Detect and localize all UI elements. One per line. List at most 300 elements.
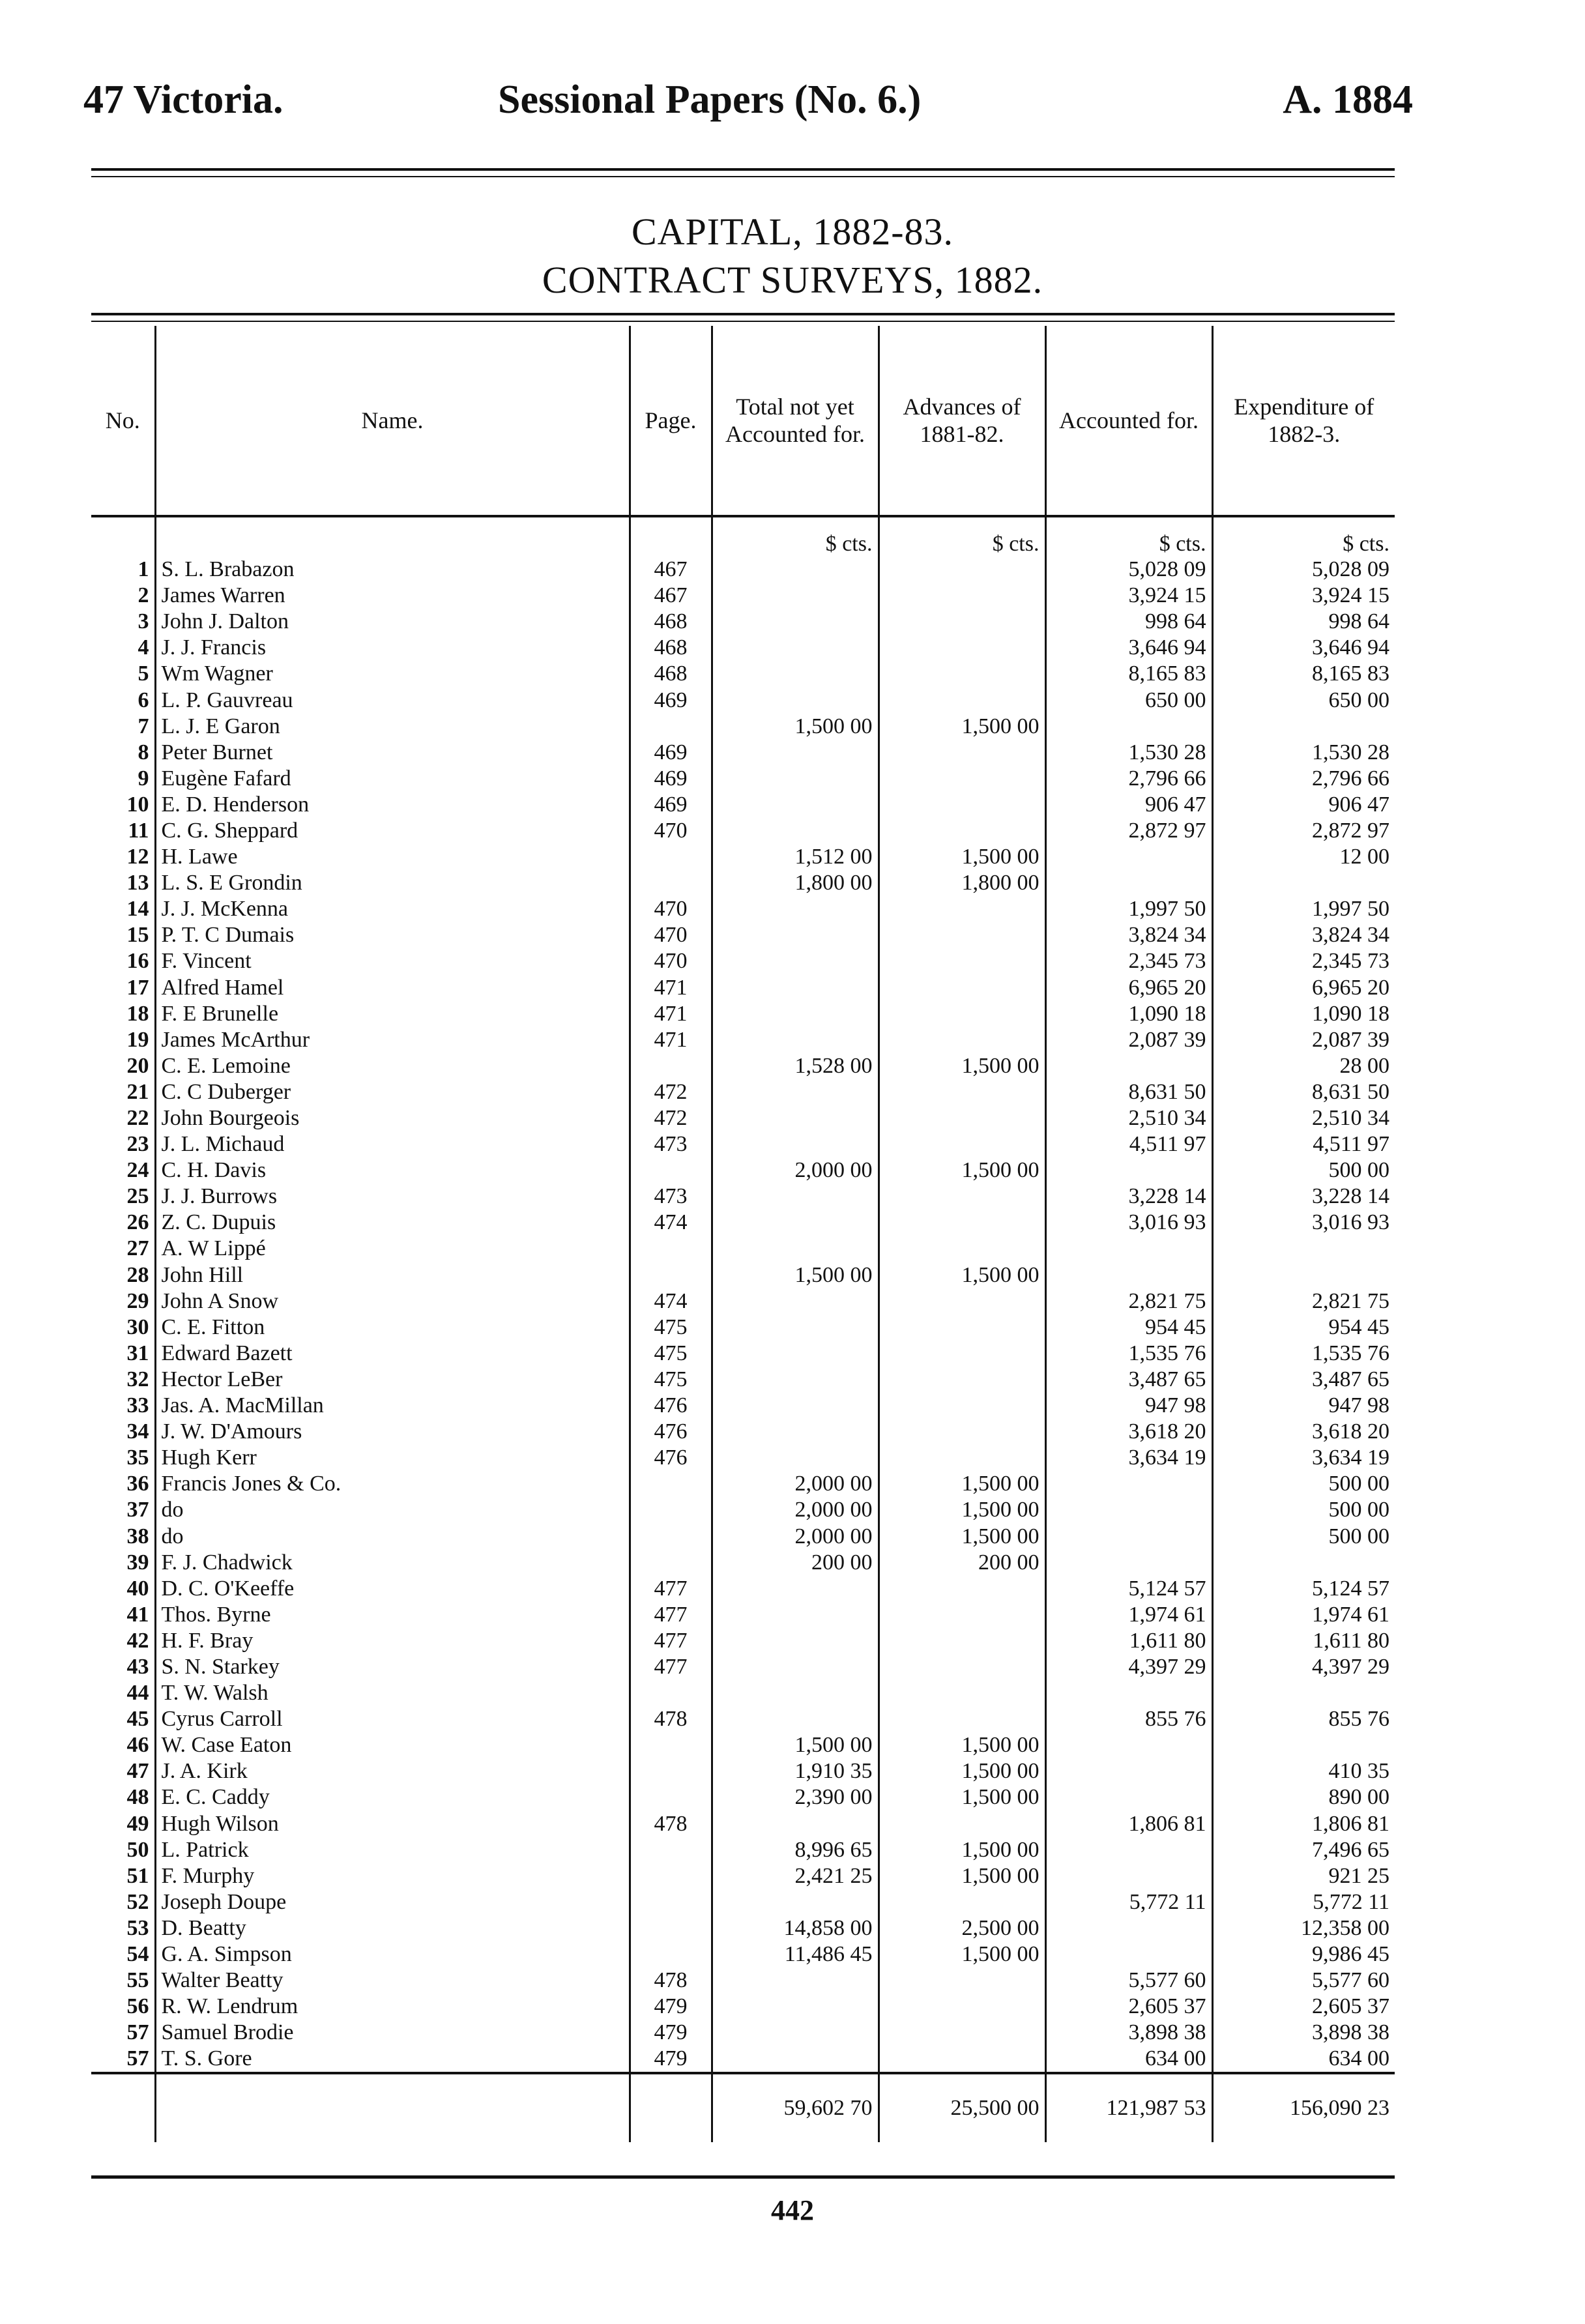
cell-total	[712, 1393, 879, 1419]
cell-advances	[879, 1445, 1045, 1471]
cell-page: 469	[630, 740, 712, 766]
cell-expenditure: 921 25	[1212, 1863, 1395, 1889]
table-row	[91, 1288, 1395, 1315]
cell-total: 1,528 00	[712, 1053, 879, 1079]
cell-advances: 1,500 00	[879, 1863, 1045, 1889]
cell-page	[630, 1262, 712, 1288]
cell-no: 21	[126, 1079, 149, 1104]
cell-accounted	[1045, 1523, 1212, 1549]
cell-advances: 1,500 00	[879, 1157, 1045, 1184]
cell-total: 1,512 00	[712, 844, 879, 870]
cell-name: John J. Dalton	[155, 609, 630, 635]
table-row	[91, 1968, 1395, 1994]
cell-advances: 1,500 00	[879, 714, 1045, 740]
cell-accounted: 1,530 28	[1045, 740, 1212, 766]
table-row	[91, 1811, 1395, 1837]
cell-total: 2,000 00	[712, 1157, 879, 1184]
units-advances: $ cts.	[879, 516, 1045, 557]
cell-accounted: 2,087 39	[1045, 1027, 1212, 1053]
cell-page	[630, 1889, 712, 1915]
table-rule-top	[91, 313, 1395, 315]
cell-accounted: 3,824 34	[1045, 922, 1212, 948]
cell-expenditure: 3,898 38	[1212, 2020, 1395, 2046]
cell-accounted: 3,016 93	[1045, 1210, 1212, 1236]
cell-expenditure: 1,090 18	[1212, 1001, 1395, 1027]
cell-total	[712, 2020, 879, 2046]
cell-expenditure: 28 00	[1212, 1053, 1395, 1079]
cell-no: 3	[138, 609, 149, 634]
table-row	[91, 1523, 1395, 1549]
cell-accounted: 3,618 20	[1045, 1419, 1212, 1445]
cell-advances	[879, 766, 1045, 792]
cell-name: Joseph Doupe	[155, 1889, 630, 1915]
cell-name: L. P. Gauvreau	[155, 687, 630, 713]
table-row	[91, 1863, 1395, 1889]
cell-total: 2,421 25	[712, 1863, 879, 1889]
cell-expenditure: 6,965 20	[1212, 975, 1395, 1001]
cell-expenditure: 855 76	[1212, 1706, 1395, 1732]
cell-name: R. W. Lendrum	[155, 1994, 630, 2020]
cell-accounted	[1045, 844, 1212, 870]
cell-advances	[879, 583, 1045, 609]
cell-no: 1	[138, 557, 149, 582]
cell-expenditure: 1,530 28	[1212, 740, 1395, 766]
table-row	[91, 1837, 1395, 1863]
cell-page: 478	[630, 1968, 712, 1994]
cell-name: A. W Lippé	[155, 1236, 630, 1262]
table-row	[91, 1027, 1395, 1053]
cell-total	[712, 1315, 879, 1341]
cell-page	[630, 1157, 712, 1184]
cell-no: 24	[126, 1158, 149, 1183]
cell-no: 55	[126, 1968, 149, 1993]
cell-accounted	[1045, 1784, 1212, 1810]
cell-name: James McArthur	[155, 1027, 630, 1053]
cell-name: S. N. Starkey	[155, 1654, 630, 1680]
cell-accounted: 3,898 38	[1045, 2020, 1212, 2046]
cell-no: 15	[126, 923, 149, 948]
cell-advances: 2,500 00	[879, 1915, 1045, 1941]
cell-expenditure: 9,986 45	[1212, 1941, 1395, 1968]
cell-name: J. J. Francis	[155, 635, 630, 661]
cell-total: 1,800 00	[712, 870, 879, 896]
cell-accounted: 2,821 75	[1045, 1288, 1212, 1315]
cell-expenditure: 2,821 75	[1212, 1288, 1395, 1315]
cell-no: 50	[126, 1837, 149, 1862]
table-row	[91, 609, 1395, 635]
cell-expenditure: 12,358 00	[1212, 1915, 1395, 1941]
cell-no: 47	[126, 1759, 149, 1784]
cell-accounted: 4,511 97	[1045, 1131, 1212, 1157]
cell-advances	[879, 687, 1045, 713]
cell-expenditure: 5,124 57	[1212, 1576, 1395, 1602]
cell-advances: 1,500 00	[879, 1262, 1045, 1288]
cell-advances	[879, 922, 1045, 948]
cell-expenditure: 650 00	[1212, 687, 1395, 713]
cell-page: 468	[630, 635, 712, 661]
cell-page: 476	[630, 1393, 712, 1419]
cell-advances	[879, 1341, 1045, 1367]
cell-name: Cyrus Carroll	[155, 1706, 630, 1732]
cell-page	[630, 1471, 712, 1497]
cell-name: Hector LeBer	[155, 1367, 630, 1393]
cell-expenditure: 8,631 50	[1212, 1079, 1395, 1105]
totals-advances: 25,500 00	[879, 2073, 1045, 2142]
cell-page: 475	[630, 1341, 712, 1367]
cell-total	[712, 687, 879, 713]
table-row	[91, 1628, 1395, 1654]
cell-accounted: 1,997 50	[1045, 896, 1212, 922]
cell-total	[712, 1288, 879, 1315]
cell-no: 38	[126, 1524, 149, 1548]
col-header-expenditure: Expenditure of 1882-3.	[1212, 326, 1395, 516]
header-session: 47 Victoria.	[83, 78, 284, 122]
cell-accounted: 2,872 97	[1045, 818, 1212, 844]
footer-rule	[91, 2175, 1395, 2179]
cell-total	[712, 661, 879, 687]
cell-total: 2,000 00	[712, 1523, 879, 1549]
table-row	[91, 1784, 1395, 1810]
cell-total	[712, 635, 879, 661]
cell-expenditure: 3,016 93	[1212, 1210, 1395, 1236]
cell-no: 7	[138, 714, 149, 738]
cell-page: 470	[630, 896, 712, 922]
cell-accounted: 954 45	[1045, 1315, 1212, 1341]
cell-accounted	[1045, 1550, 1212, 1576]
cell-no: 20	[126, 1053, 149, 1078]
cell-name: Francis Jones & Co.	[155, 1471, 630, 1497]
units-name	[155, 516, 630, 557]
page-title: CAPITAL, 1882-83.	[631, 211, 954, 253]
cell-advances: 1,500 00	[879, 1732, 1045, 1758]
cell-total	[712, 1811, 879, 1837]
cell-advances	[879, 1419, 1045, 1445]
cell-no: 56	[126, 1994, 149, 2019]
cell-name: do	[155, 1523, 630, 1549]
cell-page: 467	[630, 557, 712, 583]
cell-no: 57	[126, 2020, 149, 2045]
cell-page	[630, 714, 712, 740]
units-total: $ cts.	[712, 516, 879, 557]
cell-expenditure: 12 00	[1212, 844, 1395, 870]
cell-name: J. J. McKenna	[155, 896, 630, 922]
cell-advances	[879, 948, 1045, 974]
cell-name: do	[155, 1497, 630, 1523]
cell-no: 54	[126, 1942, 149, 1967]
cell-no: 43	[126, 1654, 149, 1679]
cell-name: C. H. Davis	[155, 1157, 630, 1184]
cell-advances	[879, 1027, 1045, 1053]
cell-no: 33	[126, 1393, 149, 1418]
cell-page: 471	[630, 1027, 712, 1053]
cell-name: F. J. Chadwick	[155, 1550, 630, 1576]
table-row	[91, 818, 1395, 844]
cell-advances	[879, 1680, 1045, 1706]
cell-expenditure: 634 00	[1212, 2046, 1395, 2073]
cell-accounted: 5,028 09	[1045, 557, 1212, 583]
cell-no: 18	[126, 1001, 149, 1026]
header-publication: Sessional Papers (No. 6.)	[498, 78, 922, 122]
cell-total: 1,500 00	[712, 714, 879, 740]
cell-name: T. W. Walsh	[155, 1680, 630, 1706]
cell-no: 13	[126, 871, 149, 895]
table-row	[91, 1105, 1395, 1131]
cell-no: 8	[138, 740, 149, 764]
table-row	[91, 1550, 1395, 1576]
cell-accounted	[1045, 1941, 1212, 1968]
cell-name: Samuel Brodie	[155, 2020, 630, 2046]
table-row	[91, 661, 1395, 687]
cell-page: 477	[630, 1602, 712, 1628]
cell-total: 14,858 00	[712, 1915, 879, 1941]
cell-accounted: 5,124 57	[1045, 1576, 1212, 1602]
cell-name: Edward Bazett	[155, 1341, 630, 1367]
cell-accounted: 5,577 60	[1045, 1968, 1212, 1994]
cell-advances	[879, 1994, 1045, 2020]
cell-page	[630, 1550, 712, 1576]
cell-expenditure: 2,605 37	[1212, 1994, 1395, 2020]
cell-total: 2,000 00	[712, 1497, 879, 1523]
cell-no: 25	[126, 1184, 149, 1209]
cell-total	[712, 1602, 879, 1628]
units-accounted: $ cts.	[1045, 516, 1212, 557]
cell-name: S. L. Brabazon	[155, 557, 630, 583]
units-page	[630, 516, 712, 557]
cell-name: J. W. D'Amours	[155, 1419, 630, 1445]
cell-no: 44	[126, 1681, 149, 1706]
table-row	[91, 1889, 1395, 1915]
table-row	[91, 635, 1395, 661]
cell-no: 42	[126, 1628, 149, 1653]
table-row	[91, 740, 1395, 766]
cell-total	[712, 1576, 879, 1602]
cell-total	[712, 583, 879, 609]
table-row	[91, 1497, 1395, 1523]
cell-name: E. C. Caddy	[155, 1784, 630, 1810]
cell-no: 41	[126, 1602, 149, 1627]
cell-advances	[879, 1236, 1045, 1262]
cell-accounted: 8,165 83	[1045, 661, 1212, 687]
table-row	[91, 1131, 1395, 1157]
cell-total	[712, 1131, 879, 1157]
cell-page	[630, 1837, 712, 1863]
cell-total	[712, 818, 879, 844]
cell-advances	[879, 1654, 1045, 1680]
table-row	[91, 1680, 1395, 1706]
cell-page: 479	[630, 2020, 712, 2046]
cell-expenditure: 890 00	[1212, 1784, 1395, 1810]
cell-page: 478	[630, 1706, 712, 1732]
totals-name	[155, 2073, 630, 2142]
cell-total	[712, 922, 879, 948]
cell-accounted: 998 64	[1045, 609, 1212, 635]
cell-page: 469	[630, 792, 712, 818]
cell-advances	[879, 1602, 1045, 1628]
cell-page: 469	[630, 687, 712, 713]
cell-page: 470	[630, 948, 712, 974]
cell-accounted: 2,796 66	[1045, 766, 1212, 792]
cell-expenditure	[1212, 1550, 1395, 1576]
cell-total	[712, 1419, 879, 1445]
table-row	[91, 1471, 1395, 1497]
table-row	[91, 792, 1395, 818]
cell-advances	[879, 1706, 1045, 1732]
totals-accounted: 121,987 53	[1045, 2073, 1212, 2142]
cell-expenditure: 3,228 14	[1212, 1184, 1395, 1210]
cell-accounted: 2,605 37	[1045, 1994, 1212, 2020]
cell-no: 51	[126, 1863, 149, 1888]
cell-expenditure	[1212, 1732, 1395, 1758]
table-row	[91, 687, 1395, 713]
cell-accounted	[1045, 1471, 1212, 1497]
cell-page: 474	[630, 1288, 712, 1315]
cell-no: 37	[126, 1498, 149, 1522]
table-row	[91, 557, 1395, 583]
cell-name: Jas. A. MacMillan	[155, 1393, 630, 1419]
cell-expenditure	[1212, 1236, 1395, 1262]
cell-advances	[879, 740, 1045, 766]
cell-accounted: 947 98	[1045, 1393, 1212, 1419]
cell-accounted: 6,965 20	[1045, 975, 1212, 1001]
cell-expenditure: 2,087 39	[1212, 1027, 1395, 1053]
cell-page: 479	[630, 2046, 712, 2073]
cell-no: 4	[138, 635, 149, 660]
cell-no: 9	[138, 766, 149, 791]
cell-advances: 1,500 00	[879, 1758, 1045, 1784]
cell-page	[630, 1758, 712, 1784]
cell-expenditure: 7,496 65	[1212, 1837, 1395, 1863]
totals-row	[91, 2073, 1395, 2142]
cell-page	[630, 1784, 712, 1810]
cell-advances	[879, 975, 1045, 1001]
cell-expenditure: 947 98	[1212, 1393, 1395, 1419]
cell-accounted: 1,806 81	[1045, 1811, 1212, 1837]
cell-advances: 1,800 00	[879, 870, 1045, 896]
cell-advances	[879, 609, 1045, 635]
cell-page: 468	[630, 609, 712, 635]
cell-total	[712, 1210, 879, 1236]
cell-name: L. S. E Grondin	[155, 870, 630, 896]
cell-page	[630, 844, 712, 870]
cell-expenditure: 2,345 73	[1212, 948, 1395, 974]
cell-name: Eugène Fafard	[155, 766, 630, 792]
table-row	[91, 896, 1395, 922]
cell-advances: 1,500 00	[879, 1941, 1045, 1968]
cell-name: C. C Duberger	[155, 1079, 630, 1105]
cell-name: John Bourgeois	[155, 1105, 630, 1131]
cell-expenditure	[1212, 1680, 1395, 1706]
cell-advances	[879, 2046, 1045, 2073]
cell-accounted	[1045, 714, 1212, 740]
table-row	[91, 870, 1395, 896]
cell-total	[712, 1367, 879, 1393]
table-row	[91, 1706, 1395, 1732]
cell-expenditure	[1212, 714, 1395, 740]
cell-advances: 200 00	[879, 1550, 1045, 1576]
cell-page: 477	[630, 1654, 712, 1680]
cell-expenditure: 3,646 94	[1212, 635, 1395, 661]
cell-accounted	[1045, 1863, 1212, 1889]
table-row	[91, 1236, 1395, 1262]
cell-total	[712, 609, 879, 635]
header-rule-top	[91, 168, 1395, 171]
table-row	[91, 975, 1395, 1001]
cell-no: 23	[126, 1132, 149, 1157]
cell-accounted: 2,345 73	[1045, 948, 1212, 974]
cell-advances	[879, 1576, 1045, 1602]
cell-accounted: 8,631 50	[1045, 1079, 1212, 1105]
cell-name: F. E Brunelle	[155, 1001, 630, 1027]
cell-expenditure: 500 00	[1212, 1523, 1395, 1549]
cell-expenditure: 500 00	[1212, 1157, 1395, 1184]
table-row	[91, 1053, 1395, 1079]
cell-total	[712, 1341, 879, 1367]
cell-total	[712, 1706, 879, 1732]
cell-expenditure	[1212, 870, 1395, 896]
table-row	[91, 1602, 1395, 1628]
cell-expenditure: 2,796 66	[1212, 766, 1395, 792]
cell-total	[712, 1184, 879, 1210]
page-number: 442	[771, 2194, 814, 2226]
cell-name: J. J. Burrows	[155, 1184, 630, 1210]
cell-name: J. A. Kirk	[155, 1758, 630, 1784]
table-row	[91, 714, 1395, 740]
cell-expenditure	[1212, 1262, 1395, 1288]
cell-total	[712, 896, 879, 922]
cell-name: C. G. Sheppard	[155, 818, 630, 844]
table-row	[91, 1941, 1395, 1968]
cell-no: 36	[126, 1472, 149, 1496]
cell-total	[712, 1968, 879, 1994]
cell-page: 473	[630, 1131, 712, 1157]
cell-total	[712, 2046, 879, 2073]
cell-no: 11	[128, 818, 149, 843]
cell-expenditure: 3,824 34	[1212, 922, 1395, 948]
cell-no: 39	[126, 1550, 149, 1575]
table-row	[91, 766, 1395, 792]
cell-advances	[879, 1889, 1045, 1915]
cell-page	[630, 1915, 712, 1941]
running-header	[83, 77, 1413, 142]
cell-page	[630, 1053, 712, 1079]
cell-page: 475	[630, 1315, 712, 1341]
cell-expenditure: 4,397 29	[1212, 1654, 1395, 1680]
table-row	[91, 2046, 1395, 2073]
cell-expenditure: 998 64	[1212, 609, 1395, 635]
cell-advances	[879, 1079, 1045, 1105]
cell-total	[712, 1445, 879, 1471]
cell-advances	[879, 1811, 1045, 1837]
cell-no: 16	[126, 949, 149, 974]
cell-no: 5	[138, 661, 149, 686]
cell-advances: 1,500 00	[879, 1053, 1045, 1079]
cell-advances	[879, 1131, 1045, 1157]
cell-advances	[879, 1367, 1045, 1393]
cell-no: 10	[126, 792, 149, 817]
cell-no: 53	[126, 1915, 149, 1940]
cell-total: 200 00	[712, 1550, 879, 1576]
cell-total	[712, 1654, 879, 1680]
cell-name: L. Patrick	[155, 1837, 630, 1863]
table-row	[91, 1576, 1395, 1602]
cell-name: John A Snow	[155, 1288, 630, 1315]
cell-accounted: 1,611 80	[1045, 1628, 1212, 1654]
cell-name: E. D. Henderson	[155, 792, 630, 818]
cell-no: 40	[126, 1576, 149, 1601]
cell-name: D. Beatty	[155, 1915, 630, 1941]
cell-no: 27	[126, 1236, 149, 1261]
table-row	[91, 1184, 1395, 1210]
